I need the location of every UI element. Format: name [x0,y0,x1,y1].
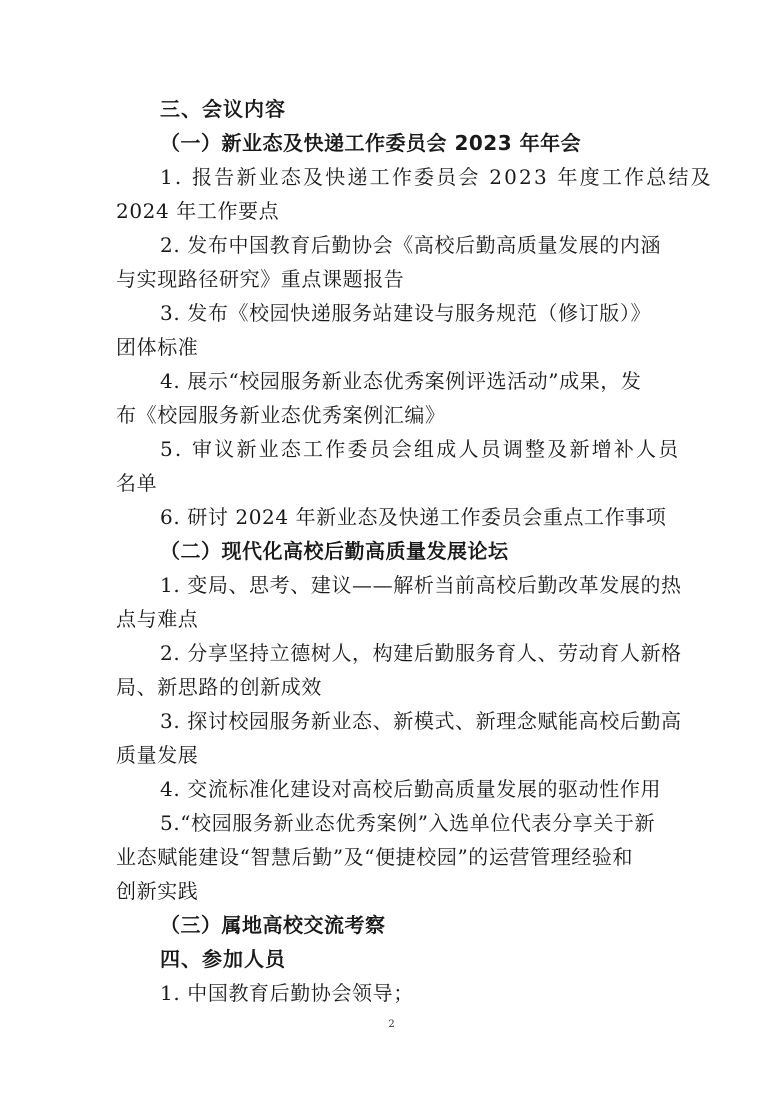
paragraph-line: 团体标准 [116,335,199,359]
paragraph-line: 创新实践 [116,879,199,903]
paragraph-line: 5. 审议新业态工作委员会组成人员调整及新增补人员 [160,437,681,461]
paragraph-line: 2024 年工作要点 [116,199,280,223]
page-number: 2 [388,1019,395,1030]
paragraph-line: 4. 展示“校园服务新业态优秀案例评选活动”成果，发 [160,369,642,393]
paragraph-line: 名单 [116,471,158,495]
document-body [116,92,713,1010]
paragraph-line: 2. 分享坚持立德树人，构建后勤服务育人、劳动育人新格 [160,641,682,665]
paragraph-line: 布《校园服务新业态优秀案例汇编》 [116,403,446,427]
paragraph-line: 6. 研讨 2024 年新业态及快递工作委员会重点工作事项 [160,505,667,529]
paragraph-line: 3. 探讨校园服务新业态、新模式、新理念赋能高校后勤高 [160,709,682,733]
paragraph-line: 1. 变局、思考、建议——解析当前高校后勤改革发展的热 [160,573,682,597]
paragraph-line: 4. 交流标准化建设对高校后勤高质量发展的驱动性作用 [160,777,662,801]
paragraph-line: 质量发展 [116,743,199,767]
paragraph-line: 1. 报告新业态及快递工作委员会 2023 年度工作总结及 [160,165,713,189]
paragraph-line: 3. 发布《校园快递服务站建设与服务规范（修订版）》 [160,301,652,325]
paragraph-line: 点与难点 [116,607,199,631]
paragraph-line: 局、新思路的创新成效 [116,675,322,699]
paragraph-line: 1. 中国教育后勤协会领导； [160,981,414,1005]
section-heading-meeting-content: 三、会议内容 [160,97,286,121]
paragraph-line: 5.“校园服务新业态优秀案例”入选单位代表分享关于新 [160,811,656,835]
subsection-heading-forum: （二）现代化高校后勤高质量发展论坛 [160,539,509,563]
paragraph-line: 2. 发布中国教育后勤协会《高校后勤高质量发展的内涵 [160,233,662,257]
paragraph-line: 业态赋能建设“智慧后勤”及“便捷校园”的运营管理经验和 [116,845,634,869]
subsection-heading-annual-meeting: （一）新业态及快递工作委员会 2023 年年会 [160,131,582,155]
subsection-heading-local-visit: （三）属地高校交流考察 [160,913,386,937]
section-heading-participants: 四、参加人员 [160,947,286,971]
paragraph-line: 与实现路径研究》重点课题报告 [116,267,405,291]
